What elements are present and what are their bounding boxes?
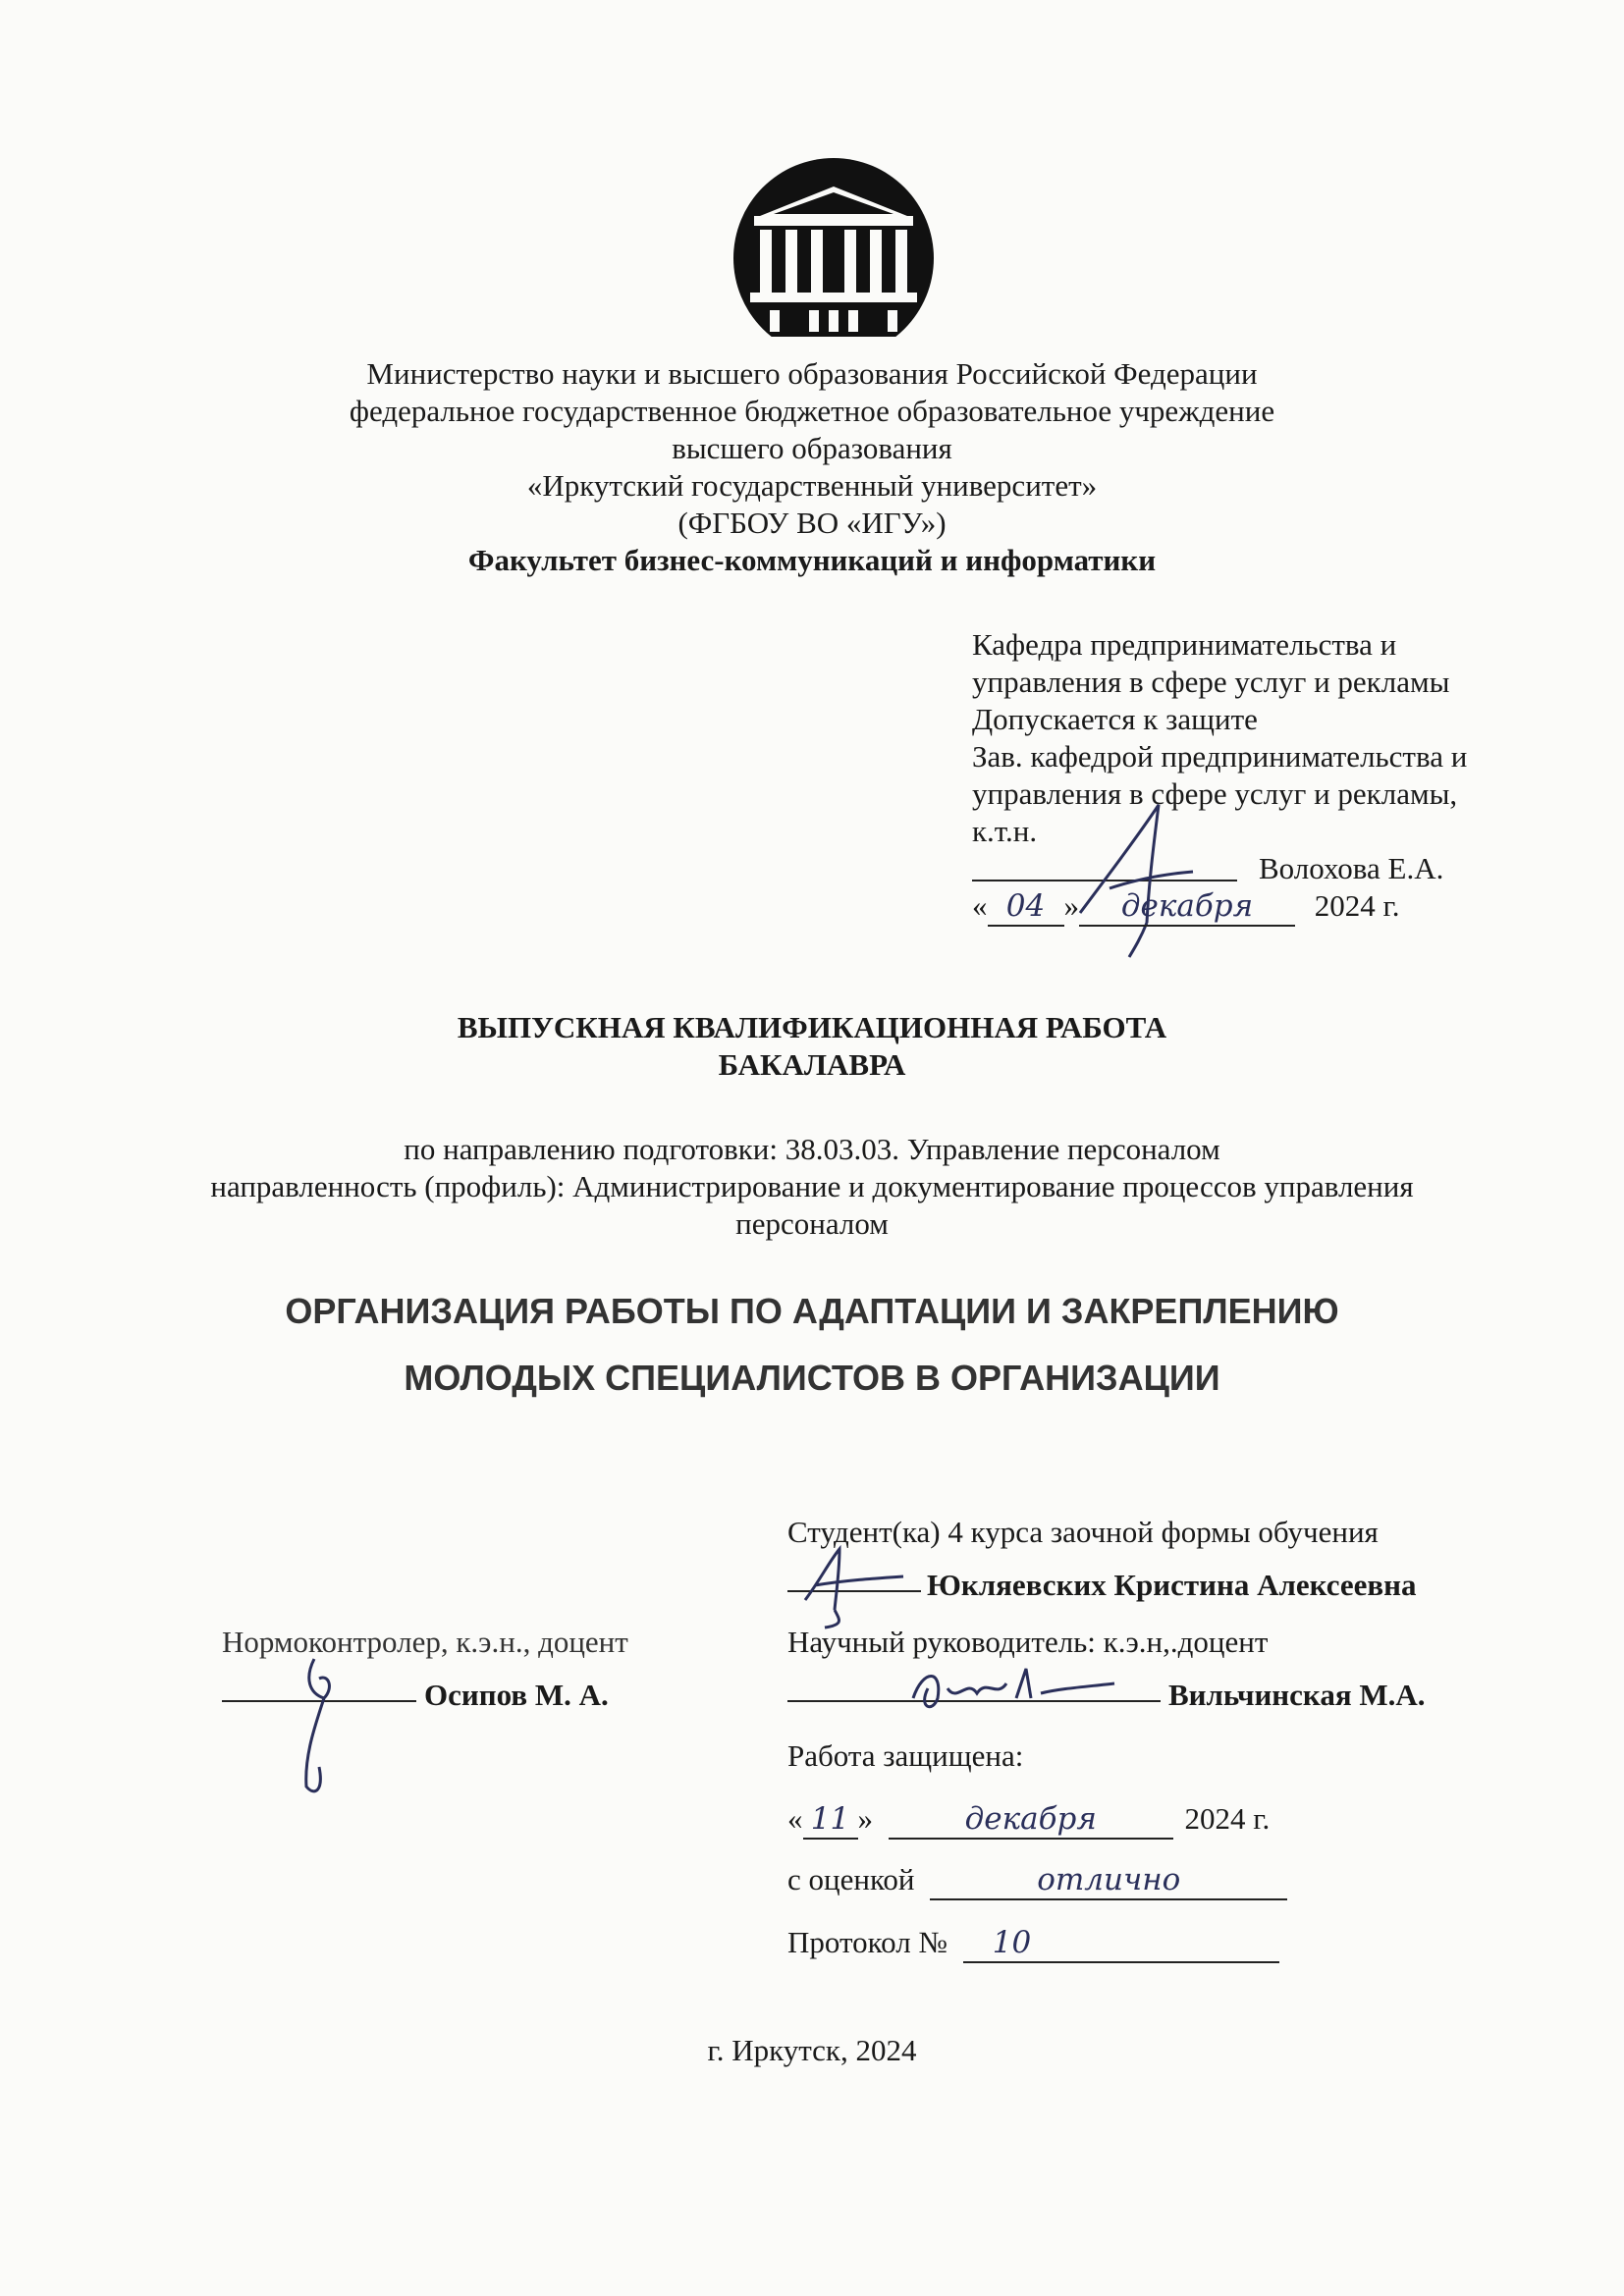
defense-date: « 11 » декабря 2024 г. (787, 1800, 1270, 1840)
student-name: Юкляевских Кристина Алексеевна (927, 1568, 1417, 1602)
defense-day: 11 (810, 1801, 850, 1837)
ministry-line: Министерство науки и высшего образования Российской Федерации (366, 356, 1258, 391)
city-year: г. Иркутск, 2024 (707, 2033, 917, 2067)
head-name: Волохова Е.А. (1259, 851, 1444, 885)
protocol-number: 10 (992, 1925, 1032, 1960)
admitted-line: Допускается к защите (972, 702, 1258, 736)
supervisor-label: Научный руководитель: к.э.н,.доцент (787, 1625, 1269, 1659)
profile-line-2: персоналом (735, 1206, 889, 1241)
supervisor-name: Вильчинская М.А. (1168, 1678, 1426, 1712)
university-abbr: (ФГБОУ ВО «ИГУ») (677, 506, 947, 540)
approval-day: 04 (1005, 888, 1046, 924)
head-degree: к.т.н. (972, 814, 1038, 848)
building-emblem-icon (731, 155, 937, 337)
head-line-1: Зав. кафедрой предпринимательства и (972, 739, 1468, 774)
approval-month: декабря (1120, 888, 1254, 924)
head-approval-date: « 04 » декабря 2024 г. (972, 887, 1399, 927)
institution-type-line: федеральное государственное бюджетное образовательное учреждение (349, 394, 1275, 428)
department-line-2: управления в сфере услуг и рекламы (972, 665, 1450, 699)
thesis-title-line-2: МОЛОДЫХ СПЕЦИАЛИСТОВ В ОРГАНИЗАЦИИ (404, 1358, 1220, 1398)
work-type-line-1: ВЫПУСКНАЯ КВАЛИФИКАЦИОННАЯ РАБОТА (457, 1010, 1167, 1044)
student-label: Студент(ка) 4 курса заочной формы обучения (787, 1515, 1379, 1549)
department-text-1: Кафедра предпринимательства и (972, 627, 1397, 662)
protocol-label: Протокол № (787, 1925, 947, 1959)
supervisor-signature-icon (903, 1659, 1119, 1718)
defense-label: Работа защищена: (787, 1738, 1024, 1773)
defense-year: 2024 г. (1184, 1801, 1271, 1836)
institution-type-line-2: высшего образования (672, 431, 952, 465)
faculty-name: Факультет бизнес-коммуникаций и информатики (467, 543, 1157, 577)
normcontrol-name: Осипов М. А. (424, 1678, 609, 1712)
work-type-line-2: БАКАЛАВРА (718, 1047, 906, 1082)
department-line-1 (972, 626, 1516, 664)
normcontrol-signature-icon (285, 1649, 373, 1826)
head-line-2: управления в сфере услуг и рекламы, (972, 776, 1458, 811)
profile-line-1: направленность (профиль): Администрирование и документирование процессов управления (210, 1169, 1414, 1203)
head-signature-icon (1070, 795, 1218, 962)
grade-value: отлично (1037, 1862, 1181, 1897)
defense-month: декабря (964, 1801, 1097, 1837)
university-logo (731, 155, 937, 337)
normcontrol-label: Нормоконтролер, к.э.н., доцент (222, 1625, 628, 1659)
university-name: «Иркутский государственный университет» (526, 468, 1098, 503)
student-signature-icon (785, 1541, 933, 1629)
grade-row (787, 1861, 1287, 1900)
direction-line: по направлению подготовки: 38.03.03. Управление персоналом (404, 1132, 1220, 1166)
grade-label: с оценкой (787, 1862, 915, 1896)
approval-year: 2024 г. (1314, 888, 1400, 923)
thesis-title-line-1: ОРГАНИЗАЦИЯ РАБОТЫ ПО АДАПТАЦИИ И ЗАКРЕПЛЕНИЮ (285, 1291, 1339, 1331)
protocol-row (787, 1924, 1279, 1963)
